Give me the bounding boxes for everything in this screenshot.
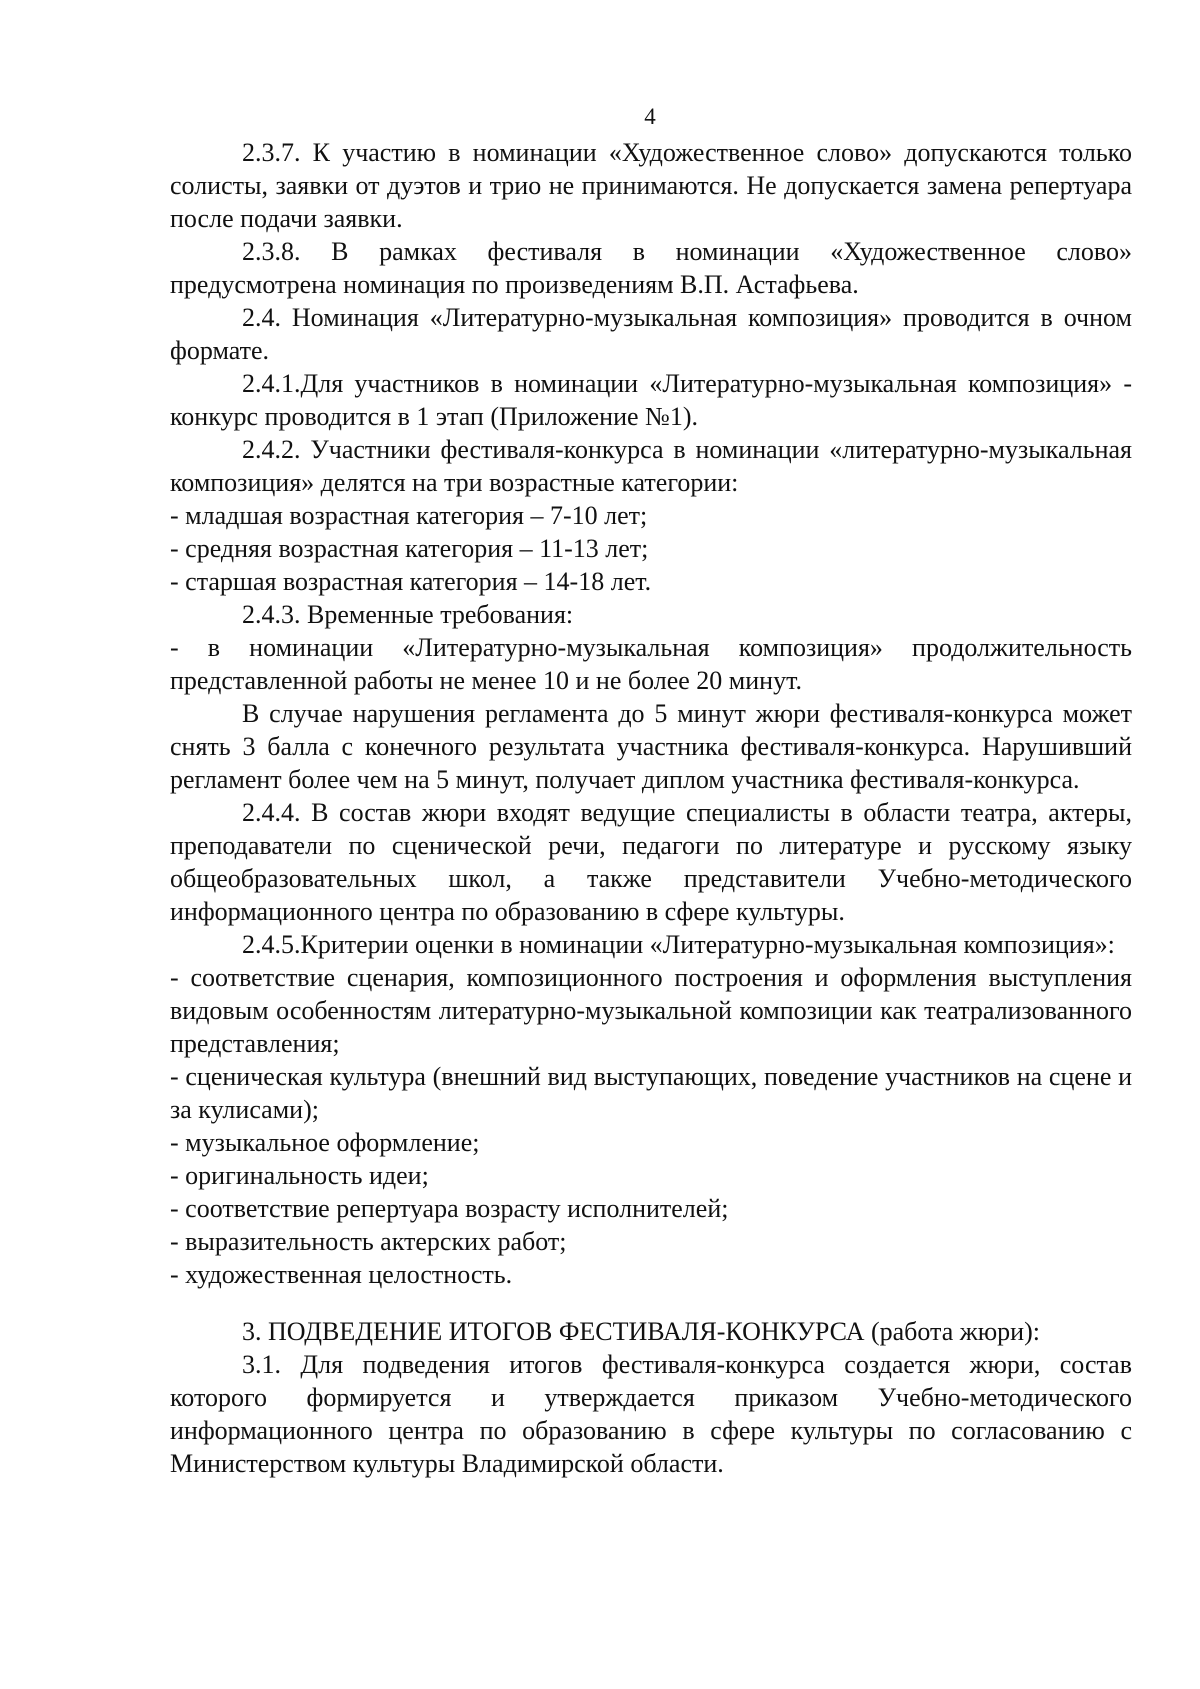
paragraph-2-4-3: 2.4.3. Временные требования: (242, 600, 574, 629)
time-requirement-item: - в номинации «Литературно-музыкальная композиция» продолжительность представленной работы не менее 10 и не более 20 минут. (170, 633, 1132, 695)
paragraph-2-4: 2.4. Номинация «Литературно-музыкальная композиция» проводится в очном формате. (170, 303, 1132, 365)
criterion-5: - соответствие репертуара возрасту исполнителей; (170, 1194, 729, 1223)
criterion-2: - сценическая культура (внешний вид выступающих, поведение участников на сцене и за кулисами); (170, 1062, 1132, 1124)
paragraph-2-3-7: 2.3.7. К участию в номинации «Художественное слово» допускаются только солисты, заявки от дуэтов и трио не принимаются. Не допускается замена репертуара после подачи заявки. (170, 138, 1132, 233)
paragraph-2-4-4: 2.4.4. В состав жюри входят ведущие специалисты в области театра, актеры, преподаватели по сценической речи, педагоги по литературе и русскому языку общеобразовательных школ, а также представители Учебно-методического информационного центра по образованию в сфере культуры. (170, 798, 1132, 926)
criterion-4: - оригинальность идеи; (170, 1161, 429, 1190)
paragraph-2-4-1: 2.4.1.Для участников в номинации «Литературно-музыкальная композиция» - конкурс проводится в 1 этап (Приложение №1). (170, 369, 1132, 431)
document-body (170, 136, 1132, 1480)
paragraph-2-4-5: 2.4.5.Критерии оценки в номинации «Литературно-музыкальная композиция»: (242, 930, 1115, 959)
criterion-6: - выразительность актерских работ; (170, 1227, 567, 1256)
criterion-7: - художественная целостность. (170, 1260, 513, 1289)
paragraph-2-4-2: 2.4.2. Участники фестиваля-конкурса в номинации «литературно-музыкальная композиция» делятся на три возрастные категории: (170, 435, 1132, 497)
age-category-senior: - старшая возрастная категория – 14-18 лет. (170, 567, 652, 596)
paragraph-3-1: 3.1. Для подведения итогов фестиваля-конкурса создается жюри, состав которого формируется и утверждается приказом Учебно-методического информационного центра по образованию в сфере культуры по согласованию с Министерством культуры Владимирской области. (170, 1350, 1132, 1478)
paragraph-2-3-8: 2.3.8. В рамках фестиваля в номинации «Художественное слово» предусмотрена номинация по произведениям В.П. Астафьева. (170, 237, 1132, 299)
age-category-middle: - средняя возрастная категория – 11-13 лет; (170, 534, 649, 563)
regulation-violation-paragraph: В случае нарушения регламента до 5 минут жюри фестиваля-конкурса может снять 3 балла с конечного результата участника фестиваля-конкурса. Нарушивший регламент более чем на 5 минут, получает диплом участника фестиваля-конкурса. (170, 699, 1132, 794)
criterion-1: - соответствие сценария, композиционного построения и оформления выступления видовым особенностям литературно-музыкальной композиции как театрализованного представления; (170, 963, 1132, 1058)
criterion-3: - музыкальное оформление; (170, 1128, 480, 1157)
page-number: 4 (644, 104, 656, 129)
section-3-heading: 3. ПОДВЕДЕНИЕ ИТОГОВ ФЕСТИВАЛЯ-КОНКУРСА (работа жюри): (242, 1317, 1040, 1346)
age-category-young: - младшая возрастная категория – 7-10 лет; (170, 501, 648, 530)
